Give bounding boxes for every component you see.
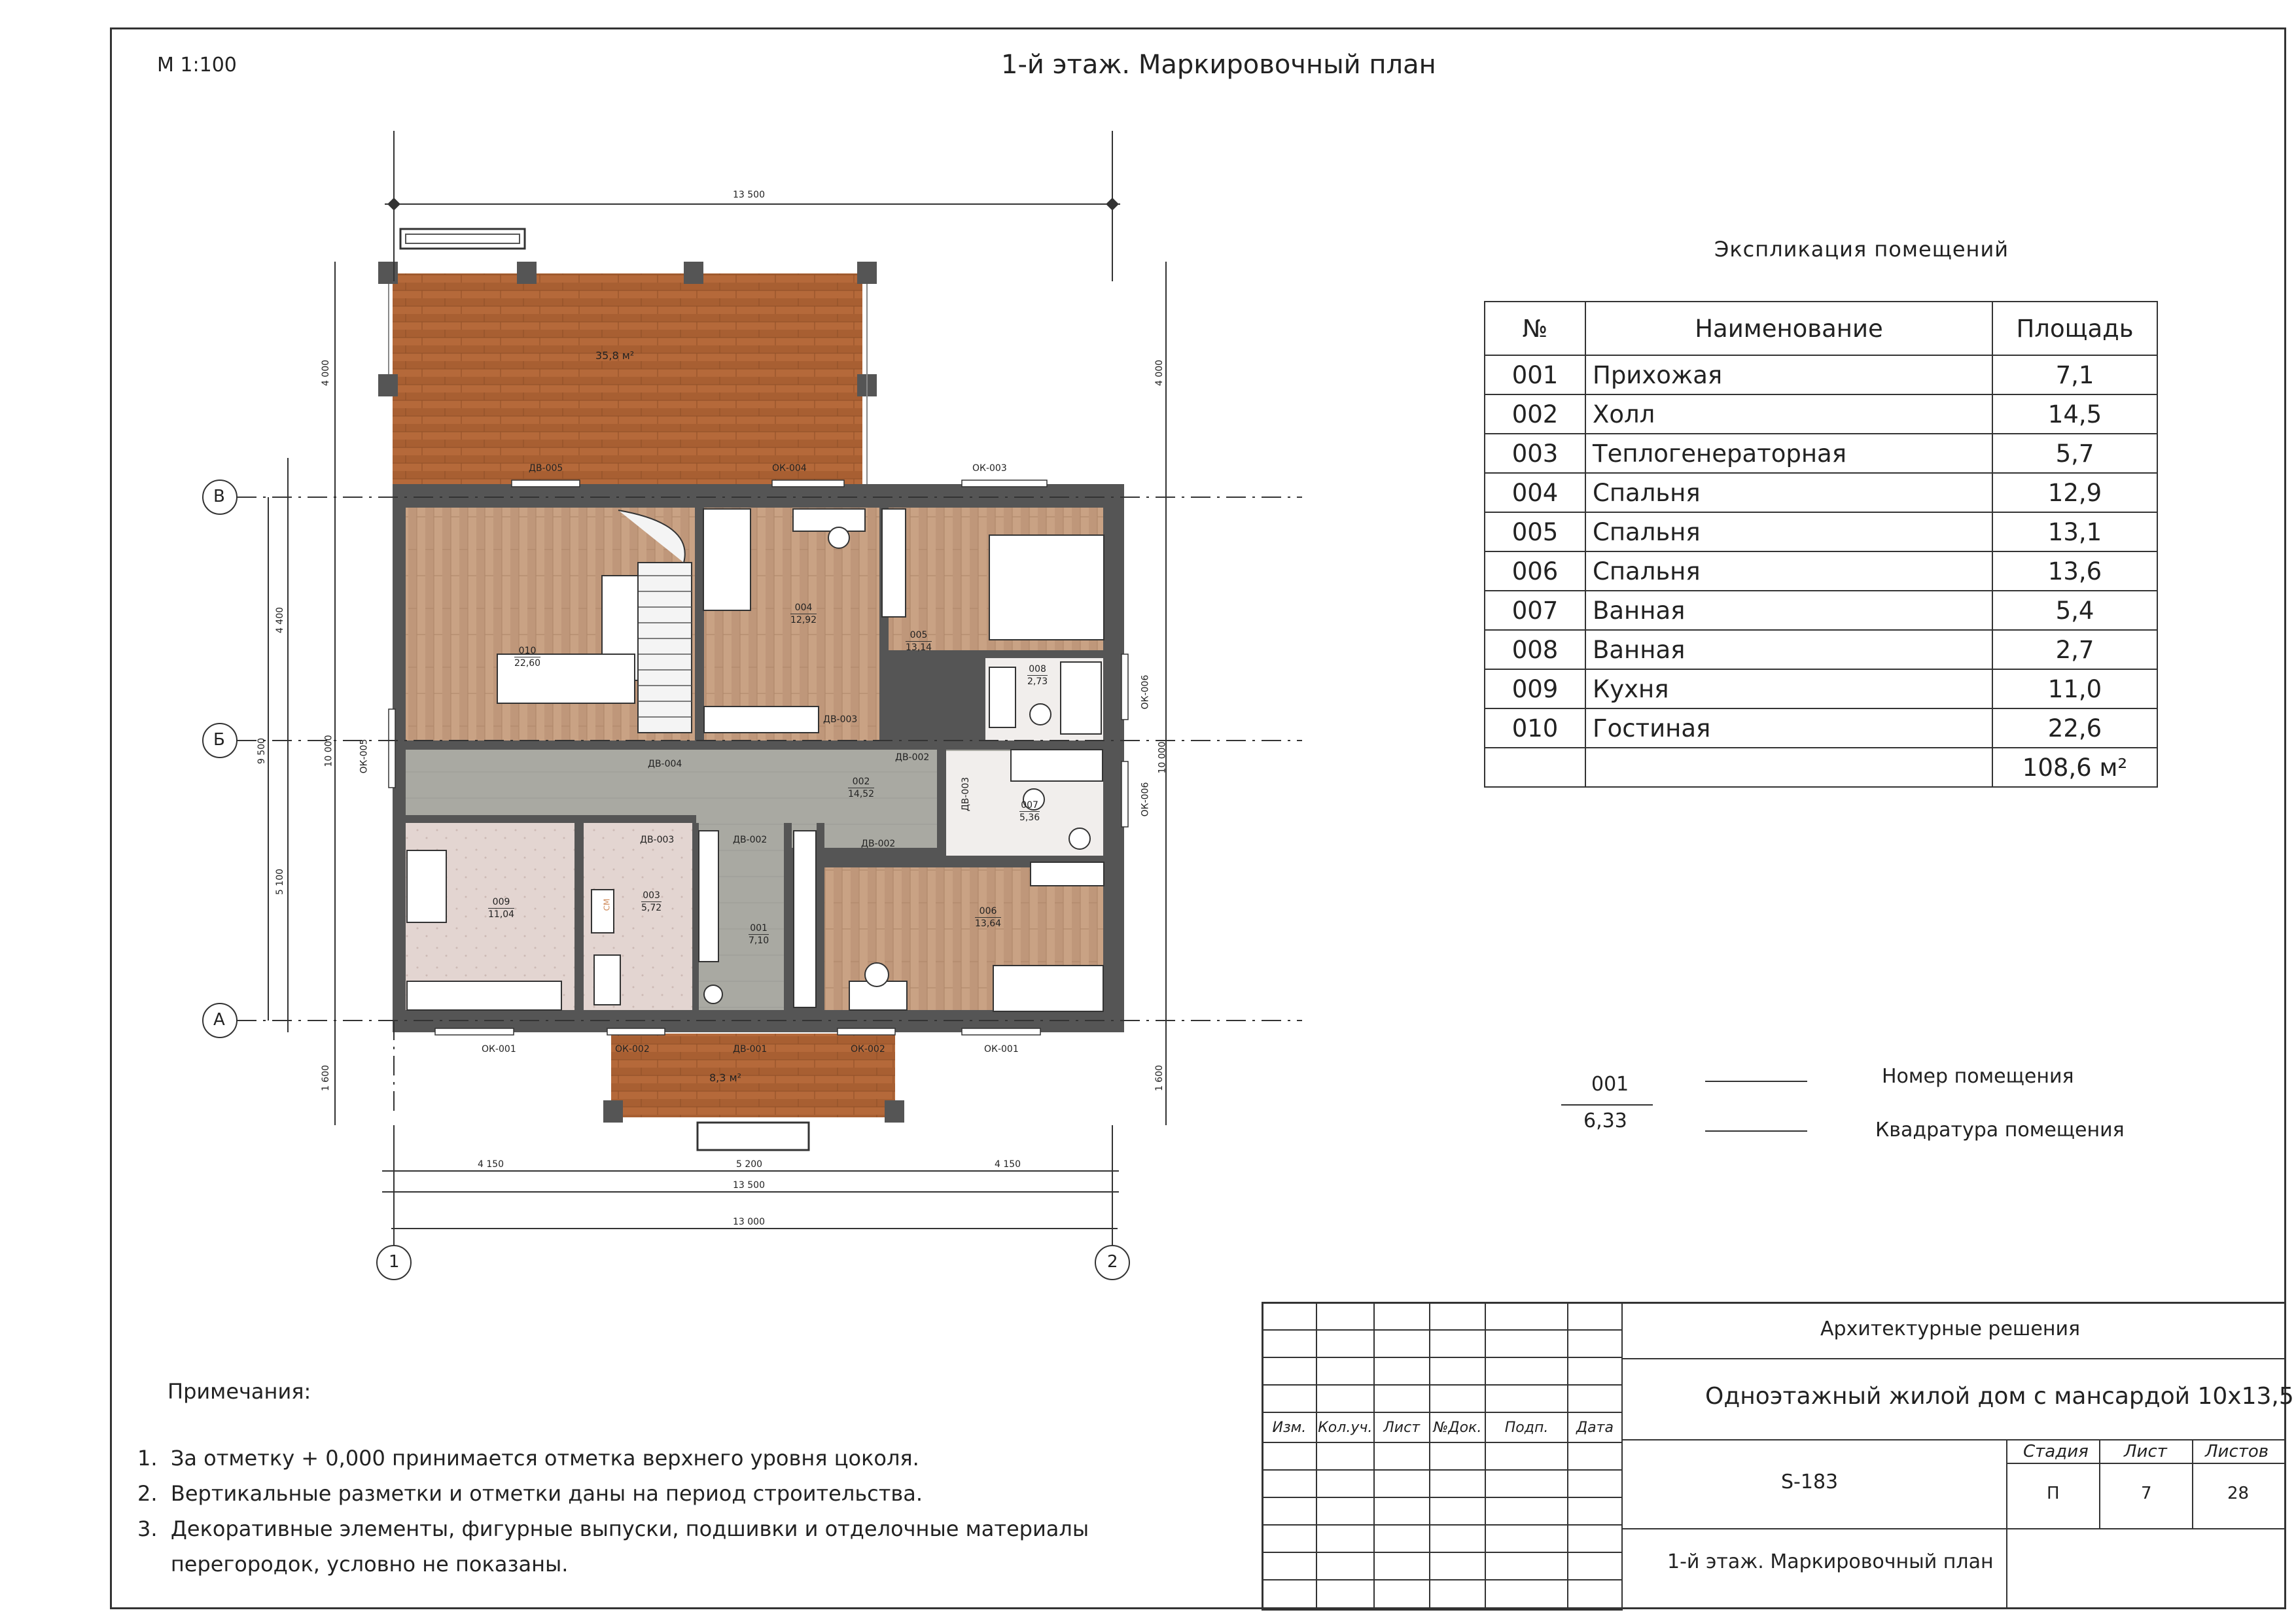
stage-value: П	[2047, 1484, 2060, 1503]
dim-left-upper: 4 400	[275, 606, 286, 634]
row-name: Спальня	[1585, 551, 1992, 591]
row-number: 002	[1485, 394, 1585, 434]
axis-row-v: В	[213, 487, 225, 506]
row-number: 006	[1485, 551, 1585, 591]
row-number: 010	[1485, 708, 1585, 748]
notes-heading: Примечания:	[168, 1379, 311, 1404]
room-area: 13,64	[975, 918, 1002, 929]
legend-divider	[1561, 1104, 1653, 1106]
legend-number-label: Номер помещения	[1882, 1065, 2074, 1088]
row-name: Спальня	[1585, 512, 1992, 551]
header-name: Наименование	[1585, 302, 1992, 355]
legend-sample-number: 001	[1591, 1073, 1629, 1096]
opening-ok006-lower: ОК-006	[1140, 782, 1151, 817]
opening-ok004: ОК-004	[772, 463, 807, 474]
row-area: 22,6	[1992, 708, 2157, 748]
table-row	[1485, 394, 2157, 434]
dim-right-total: 10 000	[1157, 741, 1168, 774]
washing-machine-label: СМ	[602, 898, 612, 911]
explication-total-row	[1485, 748, 2157, 787]
room-number: 009	[492, 897, 510, 907]
note-item: 2. Вертикальные разметки и отметки даны на период строительства.	[137, 1481, 923, 1506]
explication-header-row	[1485, 302, 2157, 355]
row-area: 12,9	[1992, 473, 2157, 512]
row-area: 14,5	[1992, 394, 2157, 434]
axis-row-b: Б	[213, 730, 225, 750]
row-name: Спальня	[1585, 473, 1992, 512]
row-area: 7,1	[1992, 355, 2157, 394]
dim-bottom-total-2: 13 000	[733, 1217, 765, 1227]
row-name: Гостиная	[1585, 708, 1992, 748]
row-number: 007	[1485, 591, 1585, 630]
notes	[137, 1374, 1089, 1582]
room-number: 007	[1021, 800, 1038, 811]
opening-ok005: ОК-005	[359, 739, 370, 774]
opening-dv001: ДВ-001	[733, 1044, 768, 1055]
col-header-list: Лист	[1374, 1412, 1430, 1442]
row-area: 5,4	[1992, 591, 2157, 630]
row-number: 004	[1485, 473, 1585, 512]
project-code: S-183	[1781, 1471, 1839, 1493]
axis-col-2: 2	[1107, 1252, 1118, 1272]
room-tag-003	[641, 890, 662, 914]
col-header-data: Дата	[1568, 1412, 1622, 1442]
room-tag-002	[848, 776, 874, 800]
row-name: Кухня	[1585, 669, 1992, 708]
row-area: 13,1	[1992, 512, 2157, 551]
row-name: Ванная	[1585, 630, 1992, 669]
legend-area-label: Квадратура помещения	[1875, 1119, 2125, 1142]
row-number: 003	[1485, 434, 1585, 473]
sheet-header: Лист	[2124, 1442, 2167, 1461]
row-number: 008	[1485, 630, 1585, 669]
opening-dv002-entry: ДВ-002	[733, 835, 768, 845]
project-title: Одноэтажный жилой дом с мансардой 10х13,5	[1705, 1383, 2294, 1410]
opening-ok001-right: ОК-001	[984, 1044, 1019, 1055]
room-number: 006	[979, 906, 997, 916]
header-number: №	[1485, 302, 1585, 355]
opening-dv003-bedroom004: ДВ-003	[823, 714, 858, 725]
row-name: Прихожая	[1585, 355, 1992, 394]
table-row	[1485, 512, 2157, 551]
header-area: Площадь	[1992, 302, 2157, 355]
porch-area: 8,3 м²	[709, 1072, 742, 1084]
room-tag-007	[1019, 799, 1040, 824]
opening-ok001-left: ОК-001	[482, 1044, 516, 1055]
opening-dv003-boiler: ДВ-003	[640, 835, 675, 845]
opening-dv005: ДВ-005	[529, 463, 563, 474]
col-header-ndok: №Док.	[1430, 1412, 1486, 1442]
dim-bottom-total-1: 13 500	[733, 1180, 765, 1191]
stage-header: Стадия	[2023, 1442, 2089, 1461]
row-area: 5,7	[1992, 434, 2157, 473]
dim-right-porch: 1 600	[1154, 1064, 1165, 1092]
col-header-koluch: Кол.уч.	[1316, 1412, 1374, 1442]
room-tag-001	[749, 922, 769, 947]
row-number: 001	[1485, 355, 1585, 394]
sheet-title: 1-й этаж. Маркировочный план	[1667, 1550, 1994, 1573]
table-row	[1485, 708, 2157, 748]
axis-row-a: А	[213, 1010, 225, 1030]
opening-dv004: ДВ-004	[648, 759, 682, 769]
table-row	[1485, 630, 2157, 669]
dim-left-terrace: 4 000	[321, 359, 332, 387]
opening-ok006-upper: ОК-006	[1140, 674, 1151, 710]
sheet-value: 7	[2141, 1484, 2152, 1503]
row-name: Теплогенераторная	[1585, 434, 1992, 473]
room-area: 7,10	[749, 935, 769, 946]
table-row	[1485, 551, 2157, 591]
opening-dv002-hall: ДВ-002	[895, 752, 930, 763]
row-area: 13,6	[1992, 551, 2157, 591]
page-title: 1-й этаж. Маркировочный план	[1001, 50, 1436, 80]
dim-bottom-seg-1: 4 150	[478, 1159, 504, 1170]
revision-grid	[1262, 1302, 1623, 1611]
table-row	[1485, 434, 2157, 473]
explication-table	[1484, 301, 2158, 788]
opening-dv003-bath007: ДВ-003	[961, 777, 972, 812]
room-area: 5,72	[641, 903, 662, 913]
col-header-izm: Изм.	[1262, 1412, 1316, 1442]
room-number: 010	[518, 646, 537, 656]
row-area: 2,7	[1992, 630, 2157, 669]
room-number: 003	[643, 890, 660, 901]
room-area: 22,60	[514, 658, 541, 669]
table-row	[1485, 591, 2157, 630]
legend-leader-number	[1705, 1081, 1807, 1082]
dim-left-inner-total: 10 000	[323, 735, 334, 767]
row-number: 005	[1485, 512, 1585, 551]
opening-ok002-left: ОК-002	[615, 1044, 650, 1055]
dim-top: 13 500	[733, 190, 765, 200]
scale-label: М 1:100	[157, 54, 237, 77]
table-row	[1485, 473, 2157, 512]
room-area: 13,14	[906, 642, 932, 653]
opening-dv002-bedroom006: ДВ-002	[861, 839, 896, 849]
note-item: 3. Декоративные элементы, фигурные выпуски, подшивки и отделочные материалы	[137, 1516, 1089, 1541]
dim-bottom-seg-3: 4 150	[995, 1159, 1021, 1170]
note-item: 1. За отметку + 0,000 принимается отметка верхнего уровня цоколя.	[137, 1446, 919, 1471]
room-number: 008	[1029, 664, 1046, 674]
room-tag-009	[488, 896, 514, 920]
room-area: 11,04	[488, 909, 515, 920]
opening-ok003: ОК-003	[972, 463, 1007, 474]
room-number: 002	[852, 777, 870, 787]
legend-leader-area	[1705, 1130, 1807, 1132]
section-title: Архитектурные решения	[1820, 1318, 2081, 1340]
room-number: 005	[910, 630, 928, 640]
table-row	[1485, 355, 2157, 394]
legend-sample-area: 6,33	[1583, 1109, 1627, 1132]
row-name: Холл	[1585, 394, 1992, 434]
room-area: 14,52	[848, 789, 875, 799]
dim-left-porch: 1 600	[321, 1064, 332, 1092]
table-row	[1485, 669, 2157, 708]
room-tag-006	[975, 905, 1001, 930]
dim-right-terrace: 4 000	[1154, 359, 1165, 387]
terrace-top-area: 35,8 м²	[595, 349, 635, 362]
room-number: 001	[750, 923, 768, 934]
col-header-podp: Подп.	[1485, 1412, 1568, 1442]
dim-left-outer: 9 500	[256, 737, 268, 765]
sheets-value: 28	[2227, 1484, 2250, 1503]
axis-col-1: 1	[389, 1252, 400, 1272]
terrace-top	[393, 273, 862, 484]
room-tag-008	[1027, 663, 1048, 688]
row-name: Ванная	[1585, 591, 1992, 630]
explication-caption: Экспликация помещений	[1714, 237, 2009, 262]
note-item: перегородок, условно не показаны.	[137, 1552, 569, 1577]
dim-left-lower: 5 100	[275, 868, 286, 896]
room-tag-005	[906, 629, 932, 654]
room-area: 2,73	[1027, 676, 1048, 687]
room-tag-010	[514, 645, 540, 669]
opening-ok002-right: ОК-002	[851, 1044, 885, 1055]
room-area: 12,92	[790, 615, 817, 625]
total-area: 108,6 м²	[1992, 748, 2157, 787]
sheets-header: Листов	[2205, 1442, 2269, 1461]
room-area: 5,36	[1019, 812, 1040, 823]
row-number: 009	[1485, 669, 1585, 708]
dim-bottom-seg-2: 5 200	[736, 1159, 763, 1170]
room-tag-004	[790, 602, 817, 626]
row-area: 11,0	[1992, 669, 2157, 708]
room-number: 004	[794, 602, 813, 613]
